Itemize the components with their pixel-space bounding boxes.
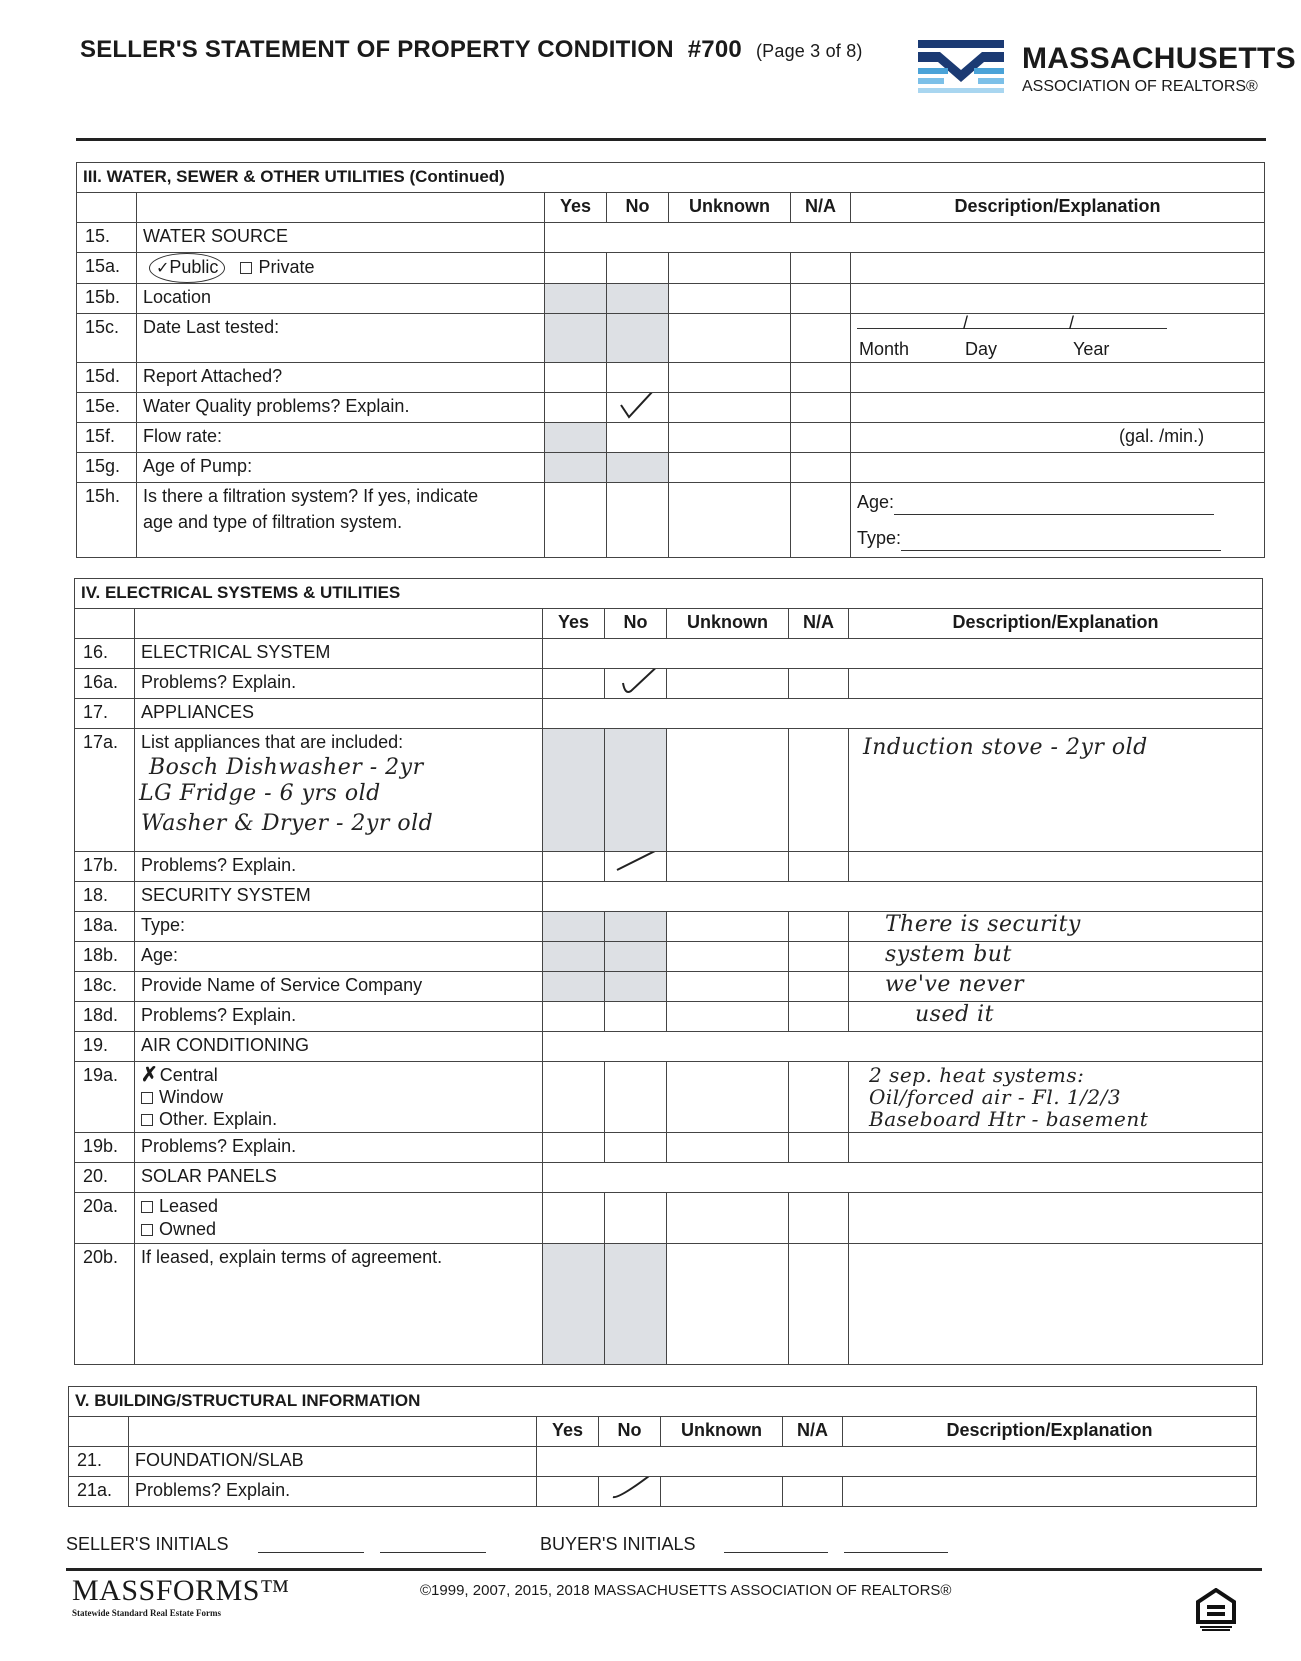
cell-na[interactable]	[783, 1477, 843, 1507]
cell-na[interactable]	[791, 483, 851, 558]
row-17a	[75, 729, 1263, 852]
cell-na[interactable]	[791, 253, 851, 284]
cell-yes[interactable]	[545, 363, 607, 393]
row-number: 15a.	[77, 253, 137, 284]
row-number: 19b.	[75, 1133, 135, 1163]
cell-unknown[interactable]	[669, 453, 791, 483]
handwritten-dishwasher: Bosch Dishwasher - 2yr	[149, 755, 424, 780]
cell-yes[interactable]	[543, 1062, 605, 1133]
section-5-table	[68, 1386, 1257, 1507]
handwritten-security-3: we've never	[885, 972, 1024, 997]
row-number: 15f.	[77, 423, 137, 453]
cell-na[interactable]	[791, 314, 851, 363]
option-owned[interactable]	[141, 1218, 536, 1241]
checkmark-icon	[617, 393, 657, 422]
row-15e	[77, 393, 1265, 423]
row-16	[75, 639, 1263, 669]
cell-no-checked[interactable]	[607, 393, 669, 423]
seller-initials-field-1[interactable]	[258, 1552, 364, 1553]
row-label	[137, 483, 545, 558]
checkmark-icon: ✓	[156, 260, 170, 277]
cell-no[interactable]	[605, 1002, 667, 1032]
option-leased-label: Leased	[159, 1196, 219, 1216]
cell-yes[interactable]	[543, 669, 605, 699]
handwritten-security-1: There is security	[885, 912, 1081, 937]
row-label: Water Quality problems? Explain.	[137, 393, 545, 423]
cell-na[interactable]	[791, 284, 851, 314]
row-label: AIR CONDITIONING	[135, 1032, 543, 1062]
row-15f	[77, 423, 1265, 453]
row-label: Problems? Explain.	[135, 1133, 543, 1163]
solar-options	[135, 1193, 543, 1244]
row-number: 19a.	[75, 1062, 135, 1133]
row-label: Problems? Explain.	[129, 1477, 537, 1507]
footer-rule	[66, 1568, 1262, 1571]
checkbox-icon	[141, 1092, 153, 1104]
cell-na[interactable]	[789, 1002, 849, 1032]
row-number: 20a.	[75, 1193, 135, 1244]
option-window[interactable]	[141, 1086, 536, 1108]
row-15	[77, 223, 1265, 253]
cell-desc[interactable]	[843, 1477, 1257, 1507]
row-number: 18d.	[75, 1002, 135, 1032]
option-window-label: Window	[159, 1087, 224, 1107]
col-no: No	[599, 1417, 661, 1447]
form-number: #700	[687, 36, 742, 63]
cell-unknown[interactable]	[667, 942, 789, 972]
date-line	[857, 328, 1167, 329]
row-17b	[75, 852, 1263, 882]
option-central[interactable]	[141, 1064, 536, 1086]
date-slash: /	[963, 313, 969, 333]
cell-unknown[interactable]	[667, 729, 789, 852]
row-number: 18c.	[75, 972, 135, 1002]
checkmark-icon	[617, 669, 667, 698]
row-label: If leased, explain terms of agreement.	[135, 1244, 543, 1365]
row-label: List appliances that are included:	[141, 732, 404, 752]
row-label: Problems? Explain.	[135, 669, 543, 699]
row-number: 17b.	[75, 852, 135, 882]
cell-yes[interactable]	[545, 253, 607, 284]
age-label: Age:	[857, 492, 895, 512]
row-number: 20b.	[75, 1244, 135, 1365]
cell-no-checked[interactable]	[605, 669, 667, 699]
row-label: Age of Pump:	[137, 453, 545, 483]
column-header-row	[75, 609, 1263, 639]
flow-rate-unit[interactable]: (gal. /min.)	[851, 423, 1265, 453]
cell-na[interactable]	[789, 669, 849, 699]
cell-na[interactable]	[791, 453, 851, 483]
col-yes: Yes	[537, 1417, 599, 1447]
cell-unknown[interactable]	[667, 1133, 789, 1163]
date-month-label: Month	[859, 339, 910, 359]
cell-no[interactable]	[605, 1133, 667, 1163]
cell-unknown[interactable]	[669, 423, 791, 453]
row-16a	[75, 669, 1263, 699]
row-19a	[75, 1062, 1263, 1133]
option-other-label: Other. Explain.	[159, 1109, 278, 1129]
massforms-tagline: Statewide Standard Real Estate Forms	[72, 1608, 221, 1618]
cell-desc[interactable]	[851, 284, 1265, 314]
option-central-label: Central	[159, 1065, 218, 1085]
cell-na[interactable]	[791, 363, 851, 393]
buyer-initials-field-2[interactable]	[844, 1552, 948, 1553]
row-21a	[69, 1477, 1257, 1507]
cell-desc[interactable]	[851, 453, 1265, 483]
cell-desc[interactable]	[849, 912, 1263, 942]
cell-unknown[interactable]	[669, 363, 791, 393]
cell-unknown[interactable]	[669, 314, 791, 363]
buyer-initials-field-1[interactable]	[724, 1552, 828, 1553]
org-subtitle: ASSOCIATION OF REALTORS®	[1022, 78, 1258, 95]
cell-yes[interactable]	[537, 1477, 599, 1507]
date-slash: /	[1069, 313, 1075, 333]
cell-unknown[interactable]	[667, 972, 789, 1002]
cell-unknown[interactable]	[661, 1477, 783, 1507]
cell-na[interactable]	[789, 852, 849, 882]
section-3-heading: III. WATER, SEWER & OTHER UTILITIES (Continued)	[77, 163, 1265, 193]
cell-no-checked[interactable]	[599, 1477, 661, 1507]
row-number: 20.	[75, 1163, 135, 1193]
row-label: SECURITY SYSTEM	[135, 882, 543, 912]
handwritten-washer-dryer: Washer & Dryer - 2yr old	[141, 811, 434, 836]
cell-na[interactable]	[789, 942, 849, 972]
row-label: Location	[137, 284, 545, 314]
row-18a	[75, 912, 1263, 942]
cell-desc[interactable]	[851, 253, 1265, 284]
handwritten-heat-3: Baseboard Htr - basement	[869, 1107, 1149, 1131]
checkbox-icon	[141, 1224, 153, 1236]
row-number: 17a.	[75, 729, 135, 852]
handwritten-heat-2: Oil/forced air - Fl. 1/2/3	[869, 1085, 1122, 1109]
ac-options	[135, 1062, 543, 1133]
cell-unknown[interactable]	[667, 1244, 789, 1365]
cell-no[interactable]	[607, 483, 669, 558]
cell-unknown[interactable]	[667, 1193, 789, 1244]
row-20b	[75, 1244, 1263, 1365]
section-4-heading: IV. ELECTRICAL SYSTEMS & UTILITIES	[75, 579, 1263, 609]
row-number: 16a.	[75, 669, 135, 699]
handwritten-heat-1: 2 sep. heat systems:	[869, 1063, 1085, 1087]
equal-housing-icon	[1196, 1588, 1236, 1632]
col-unknown: Unknown	[669, 193, 791, 223]
cell-unknown[interactable]	[667, 669, 789, 699]
row-label: Flow rate:	[137, 423, 545, 453]
row-15b	[77, 284, 1265, 314]
col-yes: Yes	[545, 193, 607, 223]
row-label: ELECTRICAL SYSTEM	[135, 639, 543, 669]
header-rule	[76, 138, 1266, 141]
cell-na[interactable]	[791, 423, 851, 453]
col-na: N/A	[783, 1417, 843, 1447]
cell-no[interactable]	[607, 253, 669, 284]
option-private-label: Private	[258, 257, 315, 277]
col-desc: Description/Explanation	[849, 609, 1263, 639]
cell-unknown[interactable]	[669, 284, 791, 314]
row-15c	[77, 314, 1265, 363]
row-number: 18a.	[75, 912, 135, 942]
appliance-list[interactable]	[135, 729, 543, 852]
row-label-line: Is there a filtration system? If yes, indicate	[143, 486, 479, 506]
row-number: 21a.	[69, 1477, 129, 1507]
row-label: Type:	[135, 912, 543, 942]
cell-yes[interactable]	[545, 483, 607, 558]
cell-na[interactable]	[789, 1062, 849, 1133]
cell-desc[interactable]	[851, 363, 1265, 393]
handwritten-fridge: LG Fridge - 6 yrs old	[139, 781, 381, 806]
cell-desc[interactable]	[849, 1133, 1263, 1163]
cell-desc[interactable]	[849, 1062, 1263, 1133]
cell-yes[interactable]	[545, 393, 607, 423]
row-20	[75, 1163, 1263, 1193]
option-other[interactable]	[141, 1108, 536, 1130]
row-15h	[77, 483, 1265, 558]
col-na: N/A	[789, 609, 849, 639]
row-21	[69, 1447, 1257, 1477]
cell-yes[interactable]	[543, 1133, 605, 1163]
row-number: 15h.	[77, 483, 137, 558]
row-label: Provide Name of Service Company	[135, 972, 543, 1002]
row-number: 15e.	[77, 393, 137, 423]
row-18	[75, 882, 1263, 912]
row-label: Age:	[135, 942, 543, 972]
row-15g	[77, 453, 1265, 483]
row-number: 17.	[75, 699, 135, 729]
cell-no[interactable]	[605, 1193, 667, 1244]
col-no: No	[605, 609, 667, 639]
col-no: No	[607, 193, 669, 223]
cell-desc[interactable]	[849, 972, 1263, 1002]
cell-na[interactable]	[789, 1193, 849, 1244]
row-number: 15.	[77, 223, 137, 253]
row-label: Report Attached?	[137, 363, 545, 393]
column-header-row	[77, 193, 1265, 223]
cell-na[interactable]	[789, 972, 849, 1002]
cell-unknown[interactable]	[669, 483, 791, 558]
row-18c	[75, 972, 1263, 1002]
option-owned-label: Owned	[159, 1219, 217, 1239]
col-unknown: Unknown	[661, 1417, 783, 1447]
row-label: Problems? Explain.	[135, 852, 543, 882]
type-line[interactable]	[901, 532, 1221, 551]
option-leased[interactable]	[141, 1195, 536, 1218]
massforms-logo: MASSFORMS™	[72, 1574, 290, 1607]
cell-desc[interactable]	[849, 1244, 1263, 1365]
row-label: WATER SOURCE	[137, 223, 545, 253]
row-number: 21.	[69, 1447, 129, 1477]
row-label: Date Last tested:	[137, 314, 545, 363]
seller-initials-field-2[interactable]	[380, 1552, 486, 1553]
option-private[interactable]	[240, 257, 314, 277]
cell-yes[interactable]	[543, 852, 605, 882]
cell-unknown[interactable]	[667, 852, 789, 882]
age-line[interactable]	[894, 496, 1214, 515]
water-source-options	[137, 253, 545, 284]
row-15d	[77, 363, 1265, 393]
cell-desc[interactable]	[849, 669, 1263, 699]
option-public-circled[interactable]	[149, 253, 225, 283]
x-mark-icon: ✗	[141, 1064, 158, 1086]
cell-unknown[interactable]	[667, 1062, 789, 1133]
page-info: (Page 3 of 8)	[755, 41, 863, 61]
checkbox-icon	[141, 1201, 153, 1213]
cell-desc[interactable]	[849, 1193, 1263, 1244]
cell-no[interactable]	[605, 1062, 667, 1133]
checkmark-icon	[609, 1477, 657, 1504]
row-label: APPLIANCES	[135, 699, 543, 729]
option-public-label: Public	[169, 257, 219, 277]
col-desc: Description/Explanation	[843, 1417, 1257, 1447]
cell-desc[interactable]	[849, 942, 1263, 972]
row-number: 18.	[75, 882, 135, 912]
row-19	[75, 1032, 1263, 1062]
row-label: SOLAR PANELS	[135, 1163, 543, 1193]
row-number: 15d.	[77, 363, 137, 393]
buyer-initials-label: BUYER'S INITIALS	[540, 1534, 696, 1554]
cell-desc[interactable]	[849, 852, 1263, 882]
cell-yes[interactable]	[543, 1002, 605, 1032]
cell-no-checked[interactable]	[605, 852, 667, 882]
row-number: 15c.	[77, 314, 137, 363]
row-label: FOUNDATION/SLAB	[129, 1447, 537, 1477]
cell-desc[interactable]	[849, 1002, 1263, 1032]
cell-no[interactable]	[607, 423, 669, 453]
cell-na[interactable]	[791, 393, 851, 423]
row-15a	[77, 253, 1265, 284]
copyright-notice: ©1999, 2007, 2015, 2018 MASSACHUSETTS ASSOCIATION OF REALTORS®	[420, 1582, 952, 1599]
row-number: 15g.	[77, 453, 137, 483]
section-5-heading: V. BUILDING/STRUCTURAL INFORMATION	[69, 1387, 1257, 1417]
cell-no[interactable]	[607, 363, 669, 393]
row-number: 16.	[75, 639, 135, 669]
col-yes: Yes	[543, 609, 605, 639]
row-label-line: age and type of filtration system.	[143, 512, 403, 532]
col-desc: Description/Explanation	[851, 193, 1265, 223]
mar-logo-icon	[918, 40, 1004, 94]
row-number: 18b.	[75, 942, 135, 972]
row-17	[75, 699, 1263, 729]
row-19b	[75, 1133, 1263, 1163]
row-20a	[75, 1193, 1263, 1244]
section-3-table	[76, 162, 1265, 558]
cell-na[interactable]	[789, 1244, 849, 1365]
handwritten-security-2: system but	[885, 942, 1012, 967]
row-18d	[75, 1002, 1263, 1032]
col-na: N/A	[791, 193, 851, 223]
cell-na[interactable]	[789, 729, 849, 852]
handwritten-security-4: used it	[915, 1002, 994, 1027]
seller-initials-label: SELLER'S INITIALS	[66, 1534, 229, 1554]
column-header-row	[69, 1417, 1257, 1447]
date-tested-field[interactable]	[851, 314, 1265, 363]
row-label: Problems? Explain.	[135, 1002, 543, 1032]
cell-unknown[interactable]	[667, 1002, 789, 1032]
section-4-table	[74, 578, 1263, 1365]
cell-na[interactable]	[789, 912, 849, 942]
type-label: Type:	[857, 528, 902, 548]
row-number: 15b.	[77, 284, 137, 314]
cell-desc[interactable]	[851, 393, 1265, 423]
date-year-label: Year	[1073, 339, 1110, 359]
checkbox-icon	[240, 262, 252, 274]
row-18b	[75, 942, 1263, 972]
cell-yes[interactable]	[543, 1193, 605, 1244]
cell-na[interactable]	[789, 1133, 849, 1163]
date-day-label: Day	[965, 339, 998, 359]
form-title-text: SELLER'S STATEMENT OF PROPERTY CONDITION	[80, 36, 674, 63]
org-name: MASSACHUSETTS	[1022, 42, 1296, 75]
row-number: 19.	[75, 1032, 135, 1062]
cell-unknown[interactable]	[669, 253, 791, 284]
cell-unknown[interactable]	[667, 912, 789, 942]
filtration-fields[interactable]	[851, 483, 1265, 558]
cell-desc[interactable]	[849, 729, 1263, 852]
col-unknown: Unknown	[667, 609, 789, 639]
handwritten-induction-stove: Induction stove - 2yr old	[863, 735, 1148, 760]
checkbox-icon	[141, 1114, 153, 1126]
form-title	[80, 36, 863, 64]
checkmark-icon	[613, 852, 667, 877]
cell-unknown[interactable]	[669, 393, 791, 423]
